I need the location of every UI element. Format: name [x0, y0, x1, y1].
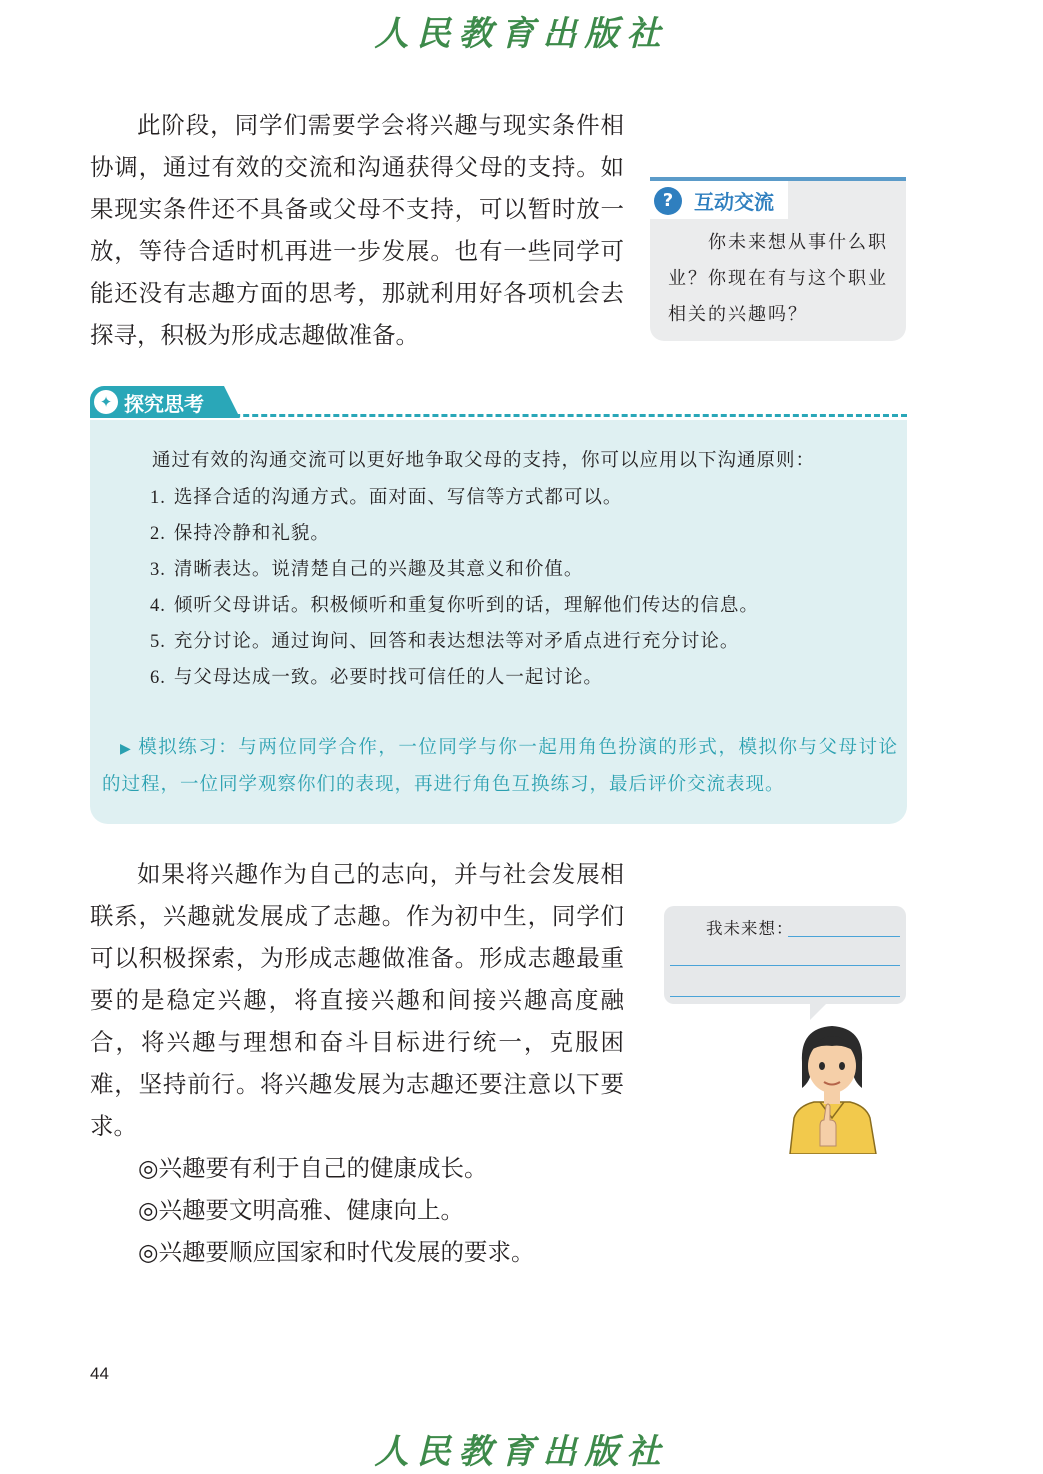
requirements-list: [138, 1147, 535, 1273]
future-note-bubble: [664, 906, 906, 1004]
triangle-arrow-icon: ▶: [120, 741, 133, 757]
explore-box: [90, 420, 907, 824]
future-note-label: 我未来想：: [706, 919, 794, 938]
writing-line[interactable]: [788, 936, 900, 937]
writing-line[interactable]: [670, 965, 900, 966]
list-item: 6. 与父母达成一致。必要时找可信任的人一起讨论。: [150, 667, 603, 688]
list-item: ◎兴趣要有利于自己的健康成长。: [138, 1154, 488, 1182]
publisher-logo-bottom: 人民教育出版社: [374, 1432, 669, 1472]
girl-illustration: [780, 1022, 884, 1154]
principles-list: [150, 480, 759, 696]
interact-tab: [650, 181, 788, 219]
list-item: 4. 倾听父母讲话。积极倾听和重复你听到的话，理解他们传达的信息。: [150, 595, 759, 616]
question-bubble-icon: ?: [654, 187, 682, 215]
interact-box: [650, 177, 906, 341]
writing-line[interactable]: [670, 996, 900, 997]
main-paragraph: 如果将兴趣作为自己的志向，并与社会发展相联系，兴趣就发展成了志趣。作为初中生，同学们可以积极探索，为形成志趣做准备。形成志趣最重要的是稳定兴趣，将直接兴趣和间接兴趣高度融合，将兴趣与理想和奋斗目标进行统一，克服困难，坚持前行。将兴趣发展为志趣还要注意以下要求。: [90, 860, 624, 1140]
lightbulb-icon: ✦: [94, 390, 118, 414]
publisher-logo-top: 人民教育出版社: [374, 14, 669, 54]
interact-title: 互动交流: [694, 190, 774, 214]
explore-intro: 通过有效的沟通交流可以更好地争取父母的支持，你可以应用以下沟通原则：: [152, 450, 816, 471]
page-number: 44: [90, 1364, 109, 1383]
list-item: 1. 选择合适的沟通方式。面对面、写信等方式都可以。: [150, 487, 623, 508]
interact-question: 你未来想从事什么职业？你现在有与这个职业相关的兴趣吗？: [668, 232, 888, 325]
list-item: 3. 清晰表达。说清楚自己的兴趣及其意义和价值。: [150, 559, 584, 580]
list-item: 2. 保持冷静和礼貌。: [150, 523, 330, 544]
intro-paragraph: 此阶段，同学们需要学会将兴趣与现实条件相协调，通过有效的交流和沟通获得父母的支持。如果现实条件还不具备或父母不支持，可以暂时放一放，等待合适时机再进一步发展。也有一些同学可能还没有志趣方面的思考，那就利用好各项机会去探寻，积极为形成志趣做准备。: [90, 111, 624, 349]
explore-divider: [90, 414, 907, 417]
list-item: ◎兴趣要文明高雅、健康向上。: [138, 1196, 465, 1224]
list-item: 5. 充分讨论。通过询问、回答和表达想法等对矛盾点进行充分讨论。: [150, 631, 740, 652]
list-item: ◎兴趣要顺应国家和时代发展的要求。: [138, 1238, 535, 1266]
practice-exercise: ▶ 模拟练习：与两位同学合作，一位同学与你一起用角色扮演的形式，模拟你与父母讨论的过程，一位同学观察你们的表现，再进行角色互换练习，最后评价交流表现。: [102, 737, 898, 795]
explore-title: 探究思考: [124, 392, 204, 416]
